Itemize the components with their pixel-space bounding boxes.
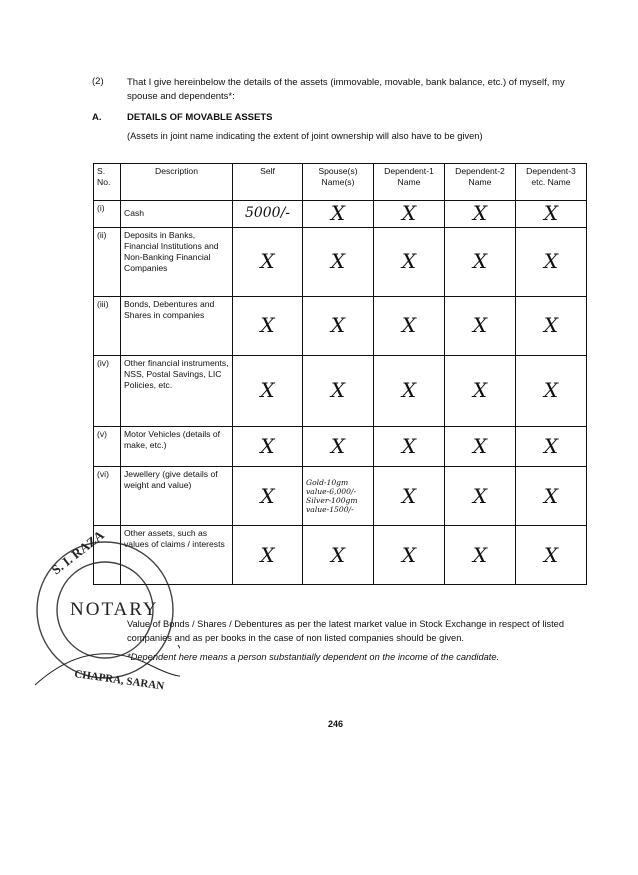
cross-mark: X — [445, 426, 516, 467]
row-description: Cash — [121, 200, 233, 227]
header-description: Description — [121, 164, 233, 201]
cross-mark: X — [303, 526, 374, 585]
jewellery-spouse-details: Gold-10gm value-6,000/- Silver-100gm value-1500/- — [303, 467, 374, 526]
cross-mark: X — [516, 426, 587, 467]
row-sno: (iv) — [94, 355, 121, 426]
cross-mark: X — [374, 355, 445, 426]
row-sno: (i) — [94, 200, 121, 227]
intro-text: That I give hereinbelow the details of the assets (immovable, movable, bank balance, etc.) of myself, my spouse and dependents*: — [127, 77, 565, 102]
cross-mark: X — [233, 426, 303, 467]
cross-mark: X — [445, 355, 516, 426]
notes-block — [127, 618, 592, 665]
cross-mark: X — [445, 200, 516, 227]
cross-mark: X — [233, 296, 303, 355]
header-self: Self — [233, 164, 303, 201]
row-description: Deposits in Banks, Financial Institutions and Non-Banking Financial Companies — [121, 227, 233, 296]
header-spouse: Spouse(s) Name(s) — [303, 164, 374, 201]
section-letter: A. — [92, 112, 102, 123]
cross-mark: X — [516, 227, 587, 296]
cross-mark: X — [374, 526, 445, 585]
row-sno: (v) — [94, 426, 121, 467]
table-row — [94, 355, 587, 426]
note-market-value: Value of Bonds / Shares / Debentures as per the latest market value in Stock Exchange in respect of listed companies and as per books in the case of non listed companies should be given. — [127, 619, 565, 643]
row-description: Other financial instruments, NSS, Postal Savings, LIC Policies, etc. — [121, 355, 233, 426]
self-value: 5000/- — [233, 200, 303, 227]
table-row — [94, 296, 587, 355]
row-description: Other assets, such as values of claims / interests — [121, 526, 233, 585]
cross-mark: X — [374, 426, 445, 467]
item-number: (2) — [92, 76, 104, 87]
notary-stamp — [30, 515, 180, 695]
table-header-row — [94, 164, 587, 201]
cross-mark: X — [445, 227, 516, 296]
stamp-top-text: S. I. RAZA — [48, 527, 107, 578]
header-dependent-3: Dependent-3 etc. Name — [516, 164, 587, 201]
cross-mark: X — [374, 467, 445, 526]
stamp-middle-text: NOTARY — [70, 599, 159, 620]
cross-mark: X — [303, 227, 374, 296]
note-dependent-definition: *Dependent here means a person substantially dependent on the income of the candidate. — [127, 652, 500, 662]
cross-mark: X — [233, 227, 303, 296]
cross-mark: X — [445, 467, 516, 526]
cross-mark: X — [374, 296, 445, 355]
row-sno: (ii) — [94, 227, 121, 296]
row-description: Jewellery (give details of weight and value) — [121, 467, 233, 526]
cross-mark: X — [374, 227, 445, 296]
section-note: (Assets in joint name indicating the extent of joint ownership will also have to be given) — [127, 131, 483, 141]
row-description: Bonds, Debentures and Shares in companies — [121, 296, 233, 355]
cross-mark: X — [303, 426, 374, 467]
cross-mark: X — [516, 526, 587, 585]
header-dependent-1: Dependent-1 Name — [374, 164, 445, 201]
table-row — [94, 426, 587, 467]
section-title: DETAILS OF MOVABLE ASSETS — [127, 112, 273, 123]
cross-mark: X — [303, 200, 374, 227]
table-row — [94, 227, 587, 296]
cross-mark: X — [516, 355, 587, 426]
row-description: Motor Vehicles (details of make, etc.) — [121, 426, 233, 467]
cross-mark: X — [233, 526, 303, 585]
table-row — [94, 200, 587, 227]
cross-mark: X — [303, 355, 374, 426]
cross-mark: X — [445, 526, 516, 585]
cross-mark: X — [303, 296, 374, 355]
header-sno: S. No. — [94, 164, 121, 201]
cross-mark: X — [516, 200, 587, 227]
cross-mark: X — [233, 355, 303, 426]
header-dependent-2: Dependent-2 Name — [445, 164, 516, 201]
cross-mark: X — [445, 296, 516, 355]
cross-mark: X — [516, 467, 587, 526]
row-sno: (iii) — [94, 296, 121, 355]
cross-mark: X — [233, 467, 303, 526]
row-sno: (vi) — [94, 467, 121, 526]
cross-mark: X — [374, 200, 445, 227]
page-number: 246 — [328, 719, 344, 729]
cross-mark: X — [516, 296, 587, 355]
stamp-bottom-text: CHAPRA, SARAN — [73, 668, 165, 690]
